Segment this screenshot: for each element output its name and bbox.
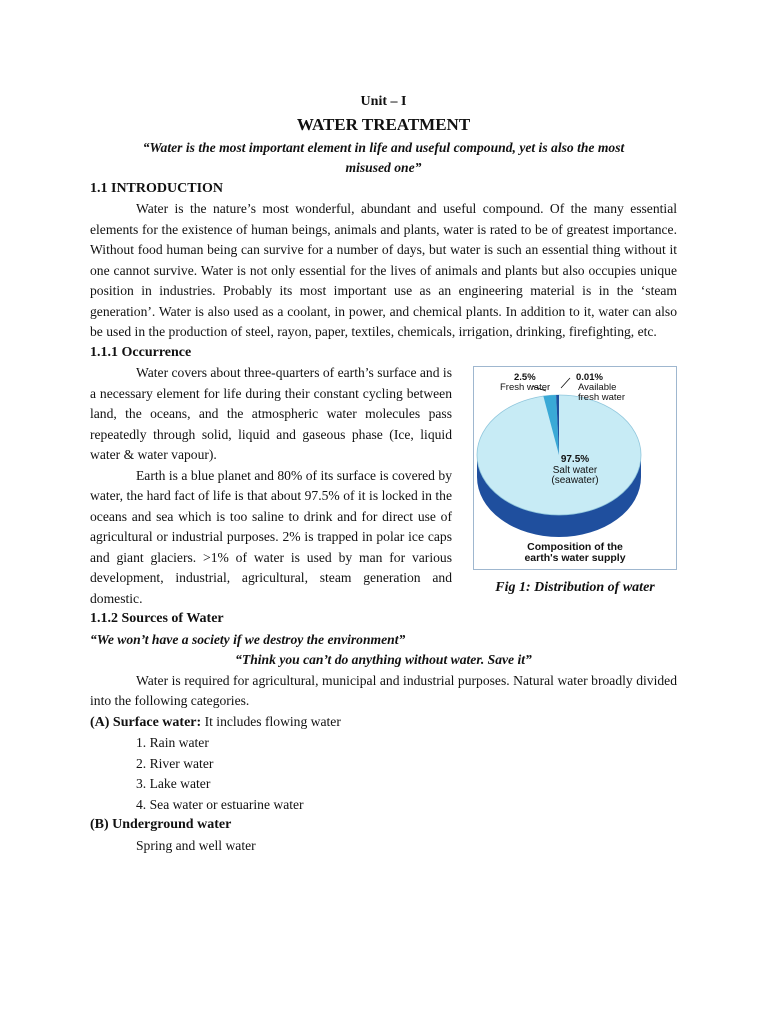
document-page xyxy=(90,92,677,856)
occurrence-paragraph-2: Earth is a blue planet and 80% of its surface is covered by water, the hard fact of life is that about 97.5% of it is locked in the oceans and sea which is too saline to drink and for direct use of agricultural or industrial purposes. 2% is trapped in polar ice caps and giant glaciers. >1% of water is used by man for various development, industrial, agricultural, steam generation and domestic. xyxy=(90,467,452,606)
chart-title-1: Composition of the xyxy=(527,541,623,553)
sources-heading: 1.1.2 Sources of Water xyxy=(90,611,224,626)
surface-water-label: (A) Surface water: xyxy=(90,714,202,730)
salt-label-1: Salt water xyxy=(552,465,598,476)
list-item: 2. River water xyxy=(136,755,214,771)
underground-water-label: (B) Underground water xyxy=(90,817,232,832)
figure-caption: Fig 1: Distribution of water xyxy=(495,580,655,595)
salt-pct-label: 97.5% xyxy=(560,454,590,465)
available-pct-label: 0.01% xyxy=(576,372,603,383)
fresh-pct-label: 2.5% xyxy=(514,372,536,383)
underground-water-text: Spring and well water xyxy=(136,837,256,853)
available-leader-line xyxy=(561,378,570,388)
sources-paragraph: Water is required for agricultural, municipal and industrial purposes. Natural water broadly divided into the following categories. xyxy=(90,672,677,708)
intro-paragraph: Water is the nature’s most wonderful, abundant and useful compound. Of the many essential elements for the existence of human beings, animals and plants, water is rated to be of greatest importance. Without food human being can survive for a number of days, but water is such an essential thing without it one cannot survive. Water is not only essential for the lives of animals and plants but also occupies unique position in industries. Probably its most important use as an engineering material is in the ‘steam generation’. Water is also used as a coolant, in power, and chemical plants. In addition to it, water can also be used in the production of steel, rayon, paper, textiles, chemicals, irrigation, drinking, firefighting, etc. xyxy=(90,201,677,339)
surface-water-line xyxy=(90,712,677,734)
sources-quote-1: “We won’t have a society if we destroy the environment” xyxy=(90,631,406,647)
available-label-2: fresh water xyxy=(578,392,625,403)
list-item: 3. Lake water xyxy=(136,776,211,791)
title-quote: “Water is the most important element in life and useful compound, yet is also the most misused one” xyxy=(142,139,625,175)
occurrence-heading: 1.1.1 Occurrence xyxy=(90,344,192,360)
unit-label: Unit – I xyxy=(360,94,407,109)
occurrence-paragraph-1: Water covers about three-quarters of earth’s surface and is a necessary element for life during their constant cycling between land, the oceans, and the atmospheric water molecules pass repeatedly through solid, liquid and gaseous phase (Ice, liquid water & water vapour). xyxy=(90,365,452,462)
water-pie-chart xyxy=(473,366,677,570)
list-item: 1. Rain water xyxy=(136,735,209,750)
surface-water-text: It includes flowing water xyxy=(201,713,341,729)
occurrence-text xyxy=(90,363,452,609)
sources-quote-2: “Think you can’t do anything without water. Save it” xyxy=(235,652,532,667)
surface-water-list xyxy=(90,733,677,815)
available-label-1: Available xyxy=(578,382,617,393)
occurrence-row xyxy=(90,363,677,609)
list-item: 4. Sea water or estuarine water xyxy=(136,796,304,812)
salt-label-2: (seawater) xyxy=(551,475,599,486)
page-title: WATER TREATMENT xyxy=(296,114,471,134)
chart-title-2: earth's water supply xyxy=(524,552,626,564)
fresh-label: Fresh water xyxy=(500,382,551,393)
intro-heading: 1.1 INTRODUCTION xyxy=(90,180,224,196)
water-figure xyxy=(473,366,677,609)
